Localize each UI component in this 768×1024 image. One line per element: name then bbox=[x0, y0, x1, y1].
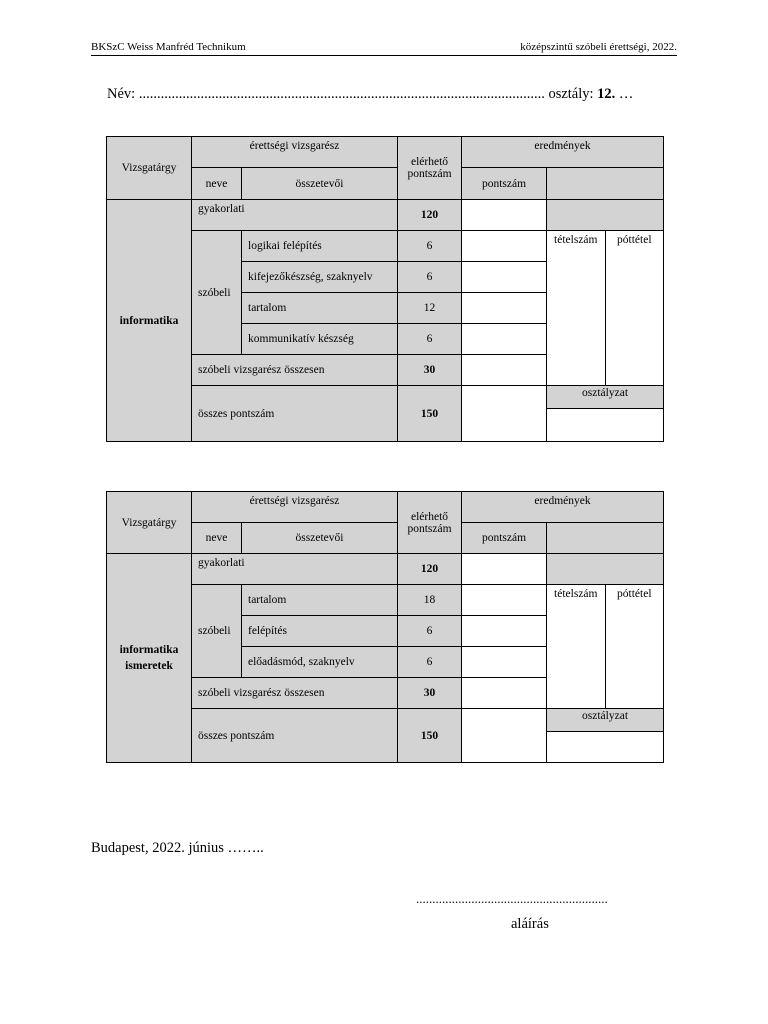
extra-item-cell[interactable] bbox=[606, 585, 664, 708]
components-header: összetevői bbox=[242, 523, 398, 554]
grand-total-points-input[interactable] bbox=[462, 709, 547, 763]
subject-line: informatika bbox=[119, 314, 179, 327]
item-number-label: tételszám bbox=[554, 234, 598, 246]
results-header: eredmények bbox=[462, 492, 664, 523]
exam-part-header: érettségi vizsgarész bbox=[192, 492, 398, 523]
grade-input[interactable] bbox=[547, 409, 663, 440]
max-points-header: elérhető pontszám bbox=[398, 137, 462, 200]
practical-max-points: 120 bbox=[398, 554, 462, 585]
subject-name bbox=[107, 200, 192, 442]
signature-label: aláírás bbox=[511, 916, 549, 932]
oral-item-label: tartalom bbox=[242, 585, 398, 616]
oral-label: szóbeli bbox=[192, 585, 242, 678]
oral-item-points-input[interactable] bbox=[462, 262, 547, 293]
grade-box bbox=[547, 709, 664, 763]
oral-label: szóbeli bbox=[192, 231, 242, 355]
oral-item-label: logikai felépítés bbox=[242, 231, 398, 262]
part-name-header: neve bbox=[192, 523, 242, 554]
subject-line: ismeretek bbox=[125, 660, 173, 672]
part-name-header: neve bbox=[192, 168, 242, 200]
oral-total-label: szóbeli vizsgarész összesen bbox=[192, 678, 398, 709]
grade-box bbox=[547, 386, 664, 442]
oral-total-max: 30 bbox=[398, 355, 462, 386]
oral-total-label: szóbeli vizsgarész összesen bbox=[192, 355, 398, 386]
oral-item-label: kommunikatív készség bbox=[242, 324, 398, 355]
place-date: Budapest, 2022. június …….. bbox=[91, 840, 264, 856]
oral-item-max: 6 bbox=[398, 324, 462, 355]
oral-item-points-input[interactable] bbox=[462, 647, 547, 678]
results-header: eredmények bbox=[462, 137, 664, 168]
grade-table-informatika-ismeretek bbox=[106, 491, 664, 763]
extra-item-label: póttétel bbox=[617, 588, 652, 600]
item-number-box bbox=[547, 231, 664, 386]
practical-label: gyakorlati bbox=[192, 554, 398, 585]
practical-label: gyakorlati bbox=[192, 200, 398, 231]
oral-total-points-input[interactable] bbox=[462, 355, 547, 386]
components-header: összetevői bbox=[242, 168, 398, 200]
name-label: Név: bbox=[107, 86, 136, 102]
oral-item-points-input[interactable] bbox=[462, 616, 547, 647]
oral-item-label: előadásmód, szaknyelv bbox=[242, 647, 398, 678]
item-number-box bbox=[547, 585, 664, 709]
oral-item-max: 6 bbox=[398, 262, 462, 293]
student-name-line bbox=[107, 86, 667, 103]
max-points-header: elérhető pontszám bbox=[398, 492, 462, 554]
oral-item-label: felépítés bbox=[242, 616, 398, 647]
practical-max-points: 120 bbox=[398, 200, 462, 231]
oral-item-max: 12 bbox=[398, 293, 462, 324]
oral-item-points-input[interactable] bbox=[462, 324, 547, 355]
grand-total-max: 150 bbox=[398, 709, 462, 763]
subject-line: informatika bbox=[119, 644, 179, 656]
oral-item-max: 6 bbox=[398, 647, 462, 678]
practical-result-blank bbox=[547, 554, 664, 585]
grade-input[interactable] bbox=[547, 732, 663, 761]
oral-item-label: tartalom bbox=[242, 293, 398, 324]
oral-total-max: 30 bbox=[398, 678, 462, 709]
class-suffix: … bbox=[618, 86, 634, 102]
oral-item-max: 18 bbox=[398, 585, 462, 616]
oral-item-points-input[interactable] bbox=[462, 231, 547, 262]
grade-label: osztályzat bbox=[547, 709, 663, 732]
oral-item-points-input[interactable] bbox=[462, 293, 547, 324]
practical-points-input[interactable] bbox=[462, 200, 547, 231]
oral-total-points-input[interactable] bbox=[462, 678, 547, 709]
school-name: BKSzC Weiss Manfréd Technikum bbox=[91, 41, 246, 53]
exam-part-header: érettségi vizsgarész bbox=[192, 137, 398, 168]
results-blank-header bbox=[547, 523, 664, 554]
points-header: pontszám bbox=[462, 168, 547, 200]
class-label: osztály: bbox=[548, 86, 594, 102]
oral-item-points-input[interactable] bbox=[462, 585, 547, 616]
points-header: pontszám bbox=[462, 523, 547, 554]
item-number-cell[interactable] bbox=[547, 585, 606, 708]
grand-total-label: összes pontszám bbox=[192, 709, 398, 763]
grand-total-points-input[interactable] bbox=[462, 386, 547, 442]
oral-item-max: 6 bbox=[398, 231, 462, 262]
name-field[interactable]: ................................................................................................................ bbox=[138, 86, 545, 102]
subject-header: Vizsgatárgy bbox=[107, 137, 192, 200]
signature-line[interactable]: ........................................................... bbox=[416, 891, 608, 906]
oral-item-max: 6 bbox=[398, 616, 462, 647]
grade-table-informatika bbox=[106, 136, 664, 442]
grade-label: osztályzat bbox=[547, 386, 663, 409]
practical-result-blank bbox=[547, 200, 664, 231]
subject-name bbox=[107, 554, 192, 763]
exam-title: középszintű szóbeli érettségi, 2022. bbox=[520, 41, 677, 53]
class-value: 12. bbox=[597, 86, 616, 102]
extra-item-cell[interactable] bbox=[606, 231, 664, 385]
grand-total-label: összes pontszám bbox=[192, 386, 398, 442]
results-blank-header bbox=[547, 168, 664, 200]
practical-points-input[interactable] bbox=[462, 554, 547, 585]
grand-total-max: 150 bbox=[398, 386, 462, 442]
oral-item-label: kifejezőkészség, szaknyelv bbox=[242, 262, 398, 293]
item-number-cell[interactable] bbox=[547, 231, 606, 385]
subject-header: Vizsgatárgy bbox=[107, 492, 192, 554]
extra-item-label: póttétel bbox=[617, 234, 652, 246]
item-number-label: tételszám bbox=[554, 588, 598, 600]
page-header bbox=[91, 41, 677, 56]
